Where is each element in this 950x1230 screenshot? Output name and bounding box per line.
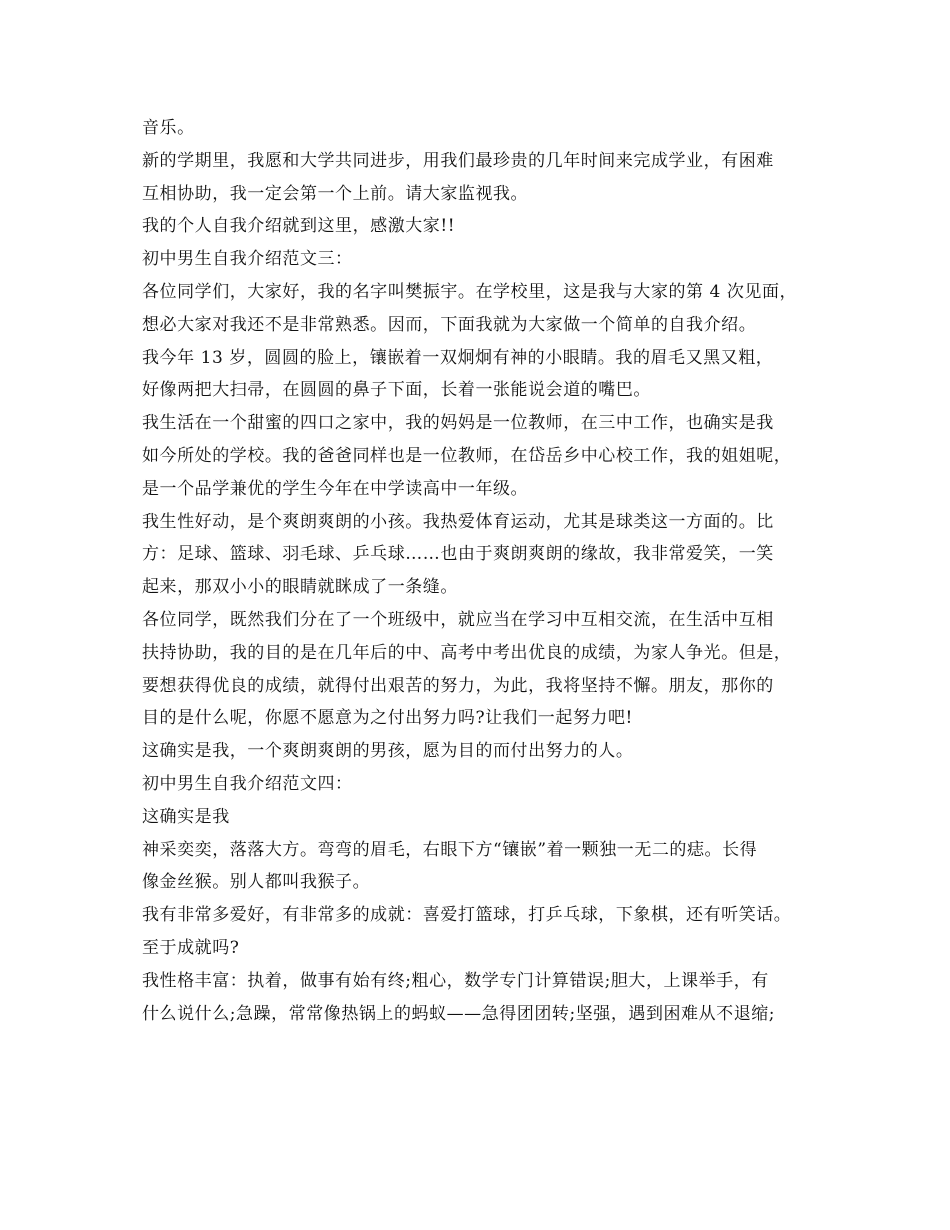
text-line: 要想获得优良的成绩，就得付出艰苦的努力，为此，我将坚持不懈。朋友，那你的: [142, 675, 774, 696]
text-line: 我今年 13 岁，圆圆的脸上，镶嵌着一双炯炯有神的小眼睛。我的眉毛又黑又粗，: [142, 347, 774, 368]
section-heading: 初中男生自我介绍范文四：: [142, 773, 353, 794]
text-line: 我性格丰富：执着，做事有始有终;粗心，数学专门计算错误;胆大，上课举手，有: [142, 970, 769, 991]
text-line: 这确实是我，一个爽朗爽朗的男孩，愿为目的而付出努力的人。: [142, 741, 634, 762]
text-line: 这确实是我: [142, 806, 230, 827]
text-line: 神采奕奕，落落大方。弯弯的眉毛，右眼下方“镶嵌”着一颗独一无二的痣。长得: [142, 839, 758, 860]
text-line: 像金丝猴。别人都叫我猴子。: [142, 872, 371, 893]
text-line: 各位同学，既然我们分在了一个班级中，就应当在学习中互相交流，在生活中互相: [142, 609, 774, 630]
text-line: 我生性好动，是个爽朗爽朗的小孩。我热爱体育运动，尤其是球类这一方面的。比: [142, 511, 774, 532]
text-line: 想必大家对我还不是非常熟悉。因而，下面我就为大家做一个简单的自我介绍。: [142, 314, 757, 335]
text-line: 扶持协助，我的目的是在几年后的中、高考中考出优良的成绩，为家人争光。但是，: [142, 642, 792, 663]
text-line: 好像两把大扫帚，在圆圆的鼻子下面，长着一张能说会道的嘴巴。: [142, 380, 651, 401]
text-line: 至于成就吗?: [142, 937, 240, 958]
text-line: 各位同学们，大家好，我的名字叫樊振宇。在学校里，这是我与大家的第 4 次见面，: [142, 281, 798, 302]
text-line: 音乐。: [142, 118, 195, 138]
text-line: 互相协助，我一定会第一个上前。请大家监视我。: [142, 183, 529, 204]
text-line: 如今所处的学校。我的爸爸同样也是一位教师，在岱岳乡中心校工作，我的姐姐呢，: [142, 445, 792, 466]
text-line: 方：足球、篮球、羽毛球、乒乓球……也由于爽朗爽朗的缘故，我非常爱笑，一笑: [142, 544, 774, 565]
text-line: 起来，那双小小的眼睛就眯成了一条缝。: [142, 577, 458, 598]
text-line: 我的个人自我介绍就到这里，感激大家!!: [142, 216, 456, 237]
text-line: 是一个品学兼优的学生今年在中学读高中一年级。: [142, 478, 529, 499]
text-line: 目的是什么呢，你愿不愿意为之付出努力吗?让我们一起努力吧!: [142, 708, 633, 729]
text-line: 新的学期里，我愿和大学共同进步，用我们最珍贵的几年时间来完成学业，有困难: [142, 150, 774, 171]
section-heading: 初中男生自我介绍范文三：: [142, 249, 353, 270]
text-line: 我有非常多爱好，有非常多的成就：喜爱打篮球，打乒乓球，下象棋，还有听笑话。: [142, 905, 792, 926]
document-body: [142, 112, 832, 1030]
text-line: 什么说什么;急躁，常常像热锅上的蚂蚁——急得团团转;坚强，遇到困难从不退缩;: [142, 1003, 776, 1024]
text-line: 我生活在一个甜蜜的四口之家中，我的妈妈是一位教师，在三中工作，也确实是我: [142, 413, 774, 434]
